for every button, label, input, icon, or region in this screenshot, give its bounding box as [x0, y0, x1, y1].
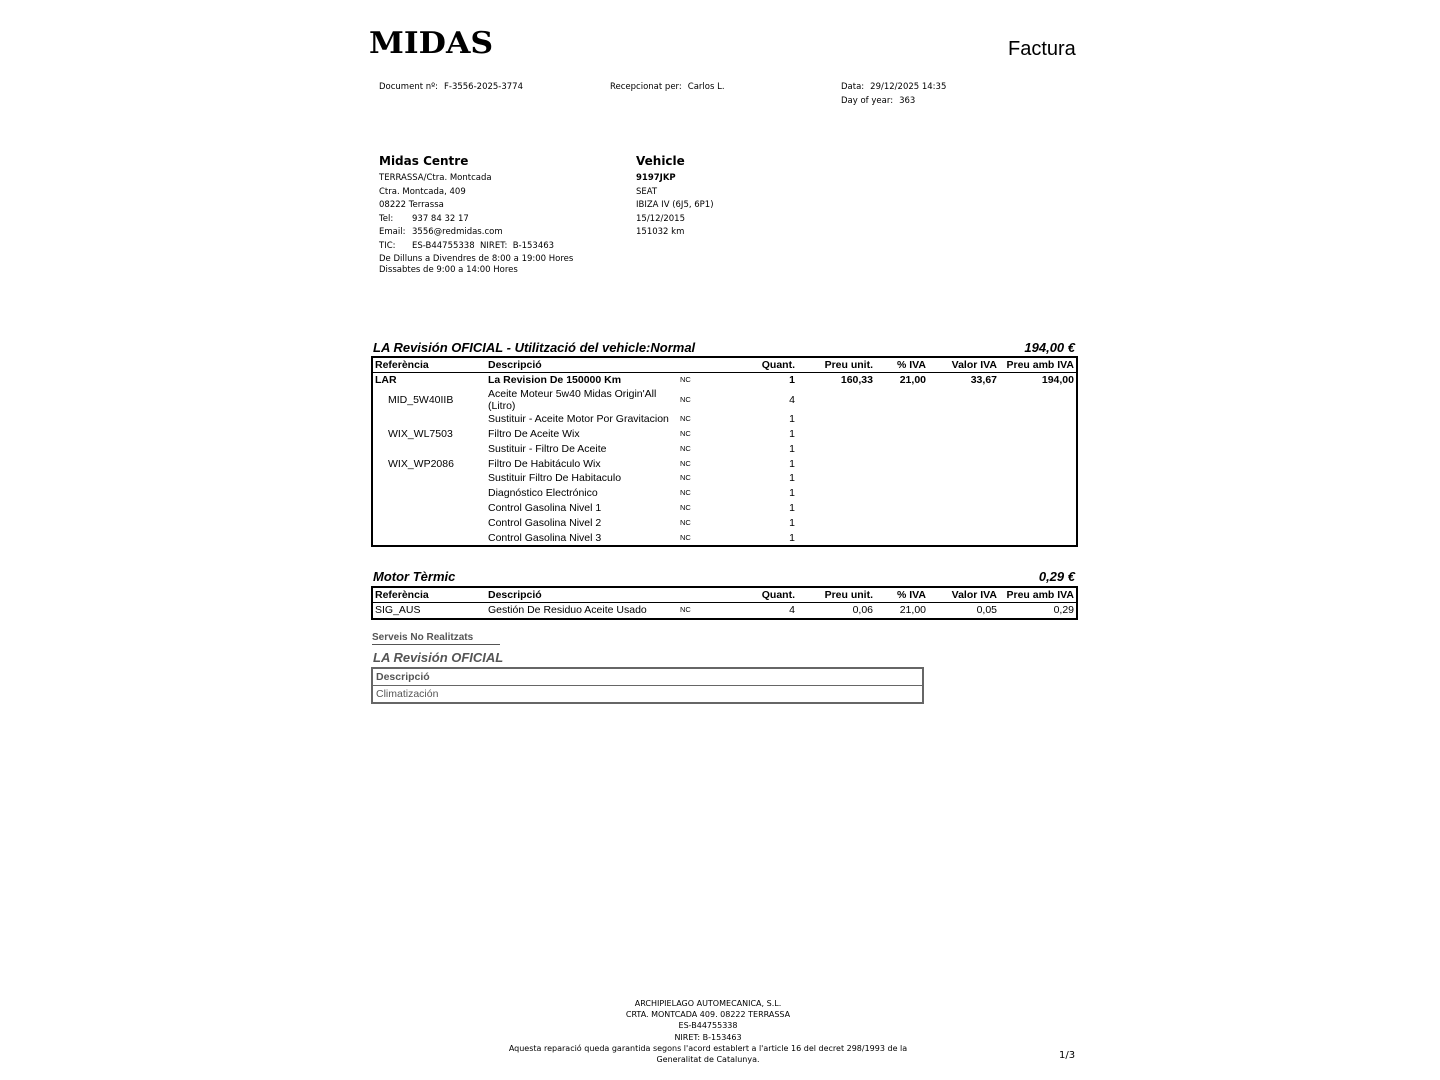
footer-warranty: Aquesta reparació queda garantida segons l'acord establert a l'article 16 del decret 298/1993 de la — [508, 1043, 908, 1053]
received-by-value: Carlos L. — [687, 82, 725, 92]
col-desc: Descripció — [372, 668, 923, 686]
table-row: LAR La Revision De 150000 Km NC 1 160,33 21,00 33,67 194,00 — [375, 374, 1074, 387]
table-row: SIG_AUS Gestión De Residuo Aceite Usado NC 4 0,06 21,00 0,05 0,29 — [375, 604, 1074, 617]
col-unit-price: Preu unit. — [797, 357, 875, 373]
col-unit-price: Preu unit. — [797, 587, 875, 603]
section-revision-title: LA Revisión OFICIAL - Utilització del vehicle:Normal — [373, 340, 696, 355]
centre-email: Email: 3556@redmidas.com — [379, 227, 503, 238]
vehicle-block — [636, 154, 714, 240]
centre-hours-weekday: De Dilluns a Divendres de 8:00 a 19:00 Hores — [379, 253, 574, 264]
document-number-label: Document nº: — [379, 82, 438, 92]
footer-company: ARCHIPIELAGO AUTOMECANICA, S.L. — [634, 999, 782, 1008]
centre-line3: 08222 Terrassa — [379, 200, 444, 211]
centre-line1: TERRASSA/Ctra. Montcada — [379, 173, 492, 183]
vehicle-plate: 9197JKP — [636, 173, 676, 183]
col-vat-pct: % IVA — [875, 587, 928, 603]
received-by — [610, 82, 725, 92]
vehicle-model: IBIZA IV (6J5, 6P1) — [636, 200, 714, 211]
centre-line2: Ctra. Montcada, 409 — [379, 186, 466, 197]
footer-tax-id: ES-B44755338 — [678, 1021, 738, 1031]
table-row: Sustituir - Filtro De Aceite NC 1 — [488, 442, 795, 455]
received-by-label: Recepcionat per: — [610, 82, 682, 92]
centre-title: Midas Centre — [379, 154, 469, 168]
col-vat-value: Valor IVA — [928, 357, 999, 373]
revision-items-table — [371, 356, 1078, 547]
motor-items-table — [371, 586, 1078, 620]
day-of-year — [841, 96, 915, 106]
invoice-date — [841, 82, 946, 92]
centre-hours-saturday: Dissabtes de 9:00 a 14:00 Hores — [379, 264, 518, 275]
col-ref: Referència — [372, 357, 486, 373]
table-row: Sustituir Filtro De Habitaculo NC 1 — [488, 472, 795, 485]
col-ref: Referència — [372, 587, 486, 603]
footer-address: CRTA. MONTCADA 409. 08222 TERRASSA — [625, 1010, 791, 1020]
centre-tic: TIC: ES-B44755338 NIRET: B-153463 — [379, 240, 555, 251]
table-row: Control Gasolina Nivel 1 NC 1 — [488, 501, 795, 514]
vehicle-title: Vehicle — [636, 154, 685, 168]
col-total: Preu amb IVA — [999, 357, 1077, 373]
vehicle-km: 151032 km — [636, 227, 685, 238]
table-row: Diagnóstico Electrónico NC 1 — [488, 487, 795, 500]
col-vat-value: Valor IVA — [928, 587, 999, 603]
document-number-value: F-3556-2025-3774 — [444, 82, 523, 92]
vehicle-date: 15/12/2015 — [636, 213, 685, 224]
page-number: 1/3 — [1059, 1050, 1076, 1061]
table-header-row — [372, 587, 1077, 603]
col-qty: Quant. — [738, 587, 797, 603]
not-performed-link[interactable]: Serveis No Realitzats — [372, 632, 500, 645]
date-value: 29/12/2025 14:35 — [870, 82, 947, 92]
col-vat-pct: % IVA — [875, 357, 928, 373]
table-row: Control Gasolina Nivel 3 NC 1 — [488, 531, 795, 544]
vehicle-make: SEAT — [636, 186, 658, 197]
col-desc: Descripció — [486, 587, 678, 603]
col-desc: Descripció — [486, 357, 678, 373]
table-row: Climatización — [376, 688, 439, 700]
col-total: Preu amb IVA — [999, 587, 1077, 603]
document-number — [379, 82, 523, 92]
not-performed-title: LA Revisión OFICIAL — [373, 650, 504, 665]
table-row: WIX_WL7503 Filtro De Aceite Wix NC 1 — [388, 427, 795, 440]
table-row: WIX_WP2086 Filtro De Habitáculo Wix NC 1 — [388, 457, 795, 470]
not-performed-table — [371, 667, 924, 704]
day-of-year-label: Day of year: — [841, 96, 894, 106]
footer-niret: NIRET: B-153463 — [674, 1032, 742, 1042]
table-row: MID_5W40IIB Aceite Moteur 5w40 Midas Origin'All (Litro) NC 4 — [388, 387, 795, 412]
centre-block — [379, 154, 573, 276]
document-type-title: Factura — [1008, 38, 1076, 60]
table-row: Sustituir - Aceite Motor Por Gravitacion NC 1 — [488, 413, 795, 426]
section-motor-amount: 0,29 € — [1038, 569, 1075, 584]
col-qty: Quant. — [738, 357, 797, 373]
section-revision-amount: 194,00 € — [1024, 340, 1075, 355]
table-header-row — [372, 357, 1077, 373]
footer-warranty-cont: Generalitat de Catalunya. — [656, 1055, 760, 1065]
footer — [500, 998, 916, 1065]
section-motor-title: Motor Tèrmic — [373, 569, 456, 584]
table-header-row — [372, 668, 923, 686]
date-label: Data: — [841, 82, 865, 92]
day-of-year-value: 363 — [899, 96, 916, 106]
centre-tel: Tel: 937 84 32 17 — [379, 213, 469, 224]
table-row: Control Gasolina Nivel 2 NC 1 — [488, 516, 795, 529]
midas-logo: MIDAS — [369, 26, 494, 61]
